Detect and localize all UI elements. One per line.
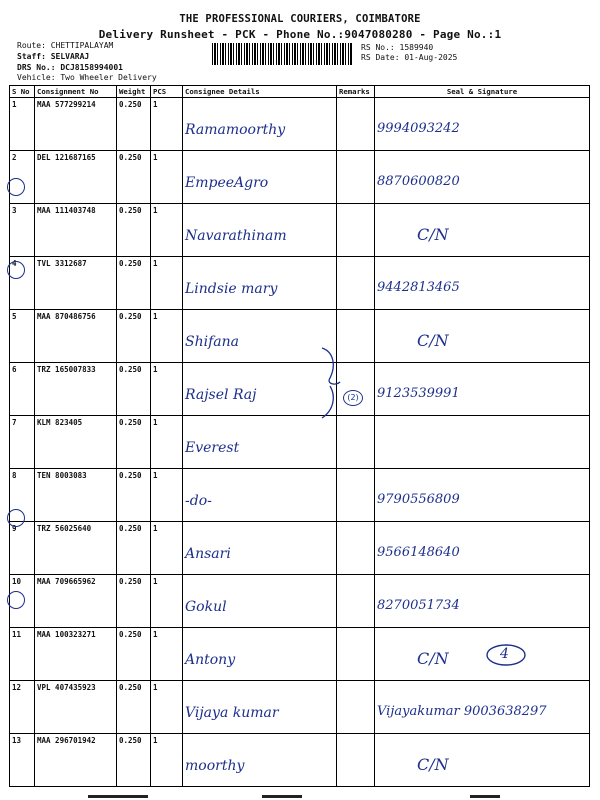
brace-mark [318,346,344,420]
sno-cell: 2 [10,151,35,204]
sno-cell: 9 [10,522,35,575]
remarks-cell [337,469,375,522]
scan-artifact [262,795,302,798]
weight-cell: 0.250 [117,681,151,734]
pcs-cell: 1 [151,98,183,151]
table-row [10,363,590,416]
signature-cell: 9994093242 [375,98,590,151]
consignee-cell: Ramamoorthy [183,98,337,151]
consignment-cell: DEL 121687165 [35,151,117,204]
pcs-cell: 1 [151,257,183,310]
sno-cell: 11 [10,628,35,681]
scan-artifact [88,795,148,798]
signature-cell: 9566148640 [375,522,590,575]
consignee-cell: Ansari [183,522,337,575]
table-row [10,522,590,575]
signature-cell: 8870600820 [375,151,590,204]
remarks-cell [337,257,375,310]
table-row [10,416,590,469]
signature-text: C/N [417,754,449,774]
consignee-cell: Rajsel Raj [183,363,337,416]
table-row [10,257,590,310]
sno-cell: 10 [10,575,35,628]
consignee-cell: Gokul [183,575,337,628]
table-row [10,469,590,522]
sno-cell: 8 [10,469,35,522]
remarks-cell [337,151,375,204]
company-title: THE PROFESSIONAL COURIERS, COIMBATORE [179,13,421,25]
scan-artifact [470,795,500,798]
table-header-row [10,86,590,98]
weight-cell: 0.250 [117,734,151,787]
rs-date: RS Date: 01-Aug-2025 [361,53,458,62]
header-seal-signature: Seal & Signature [375,86,590,98]
header-sno: S No [10,86,35,98]
signature-text: C/N [417,330,449,350]
weight-cell: 0.250 [117,204,151,257]
consignment-cell: MAA 296701942 [35,734,117,787]
consignee-cell: EmpeeAgro [183,151,337,204]
barcode-image [212,43,352,65]
sno-cell: 7 [10,416,35,469]
consignee-cell: Vijaya kumar [183,681,337,734]
header-pcs: PCS [151,86,183,98]
brace-count-mark: (2) [343,390,363,406]
sno-cell: 3 [10,204,35,257]
weight-cell: 0.250 [117,575,151,628]
signature-cell [375,204,590,257]
weight-cell: 0.250 [117,416,151,469]
remarks-cell [337,734,375,787]
consignment-cell: TRZ 56025640 [35,522,117,575]
weight-cell: 0.250 [117,151,151,204]
vehicle-label: Vehicle: Two Wheeler Delivery [17,73,157,82]
consignment-cell: MAA 111403748 [35,204,117,257]
signature-cell [375,310,590,363]
page-mark-number: 4 [500,646,509,662]
consignment-cell: MAA 709665962 [35,575,117,628]
serial-circle-mark [7,591,25,609]
pcs-cell: 1 [151,734,183,787]
staff-label: Staff: SELVARAJ [17,52,90,61]
consignment-cell: VPL 407435923 [35,681,117,734]
signature-cell: 9442813465 [375,257,590,310]
table-row [10,204,590,257]
signature-cell [375,628,590,681]
consignee-cell: Lindsie mary [183,257,337,310]
table-row [10,734,590,787]
drs-label: DRS No.: DCJ8158994001 [17,63,123,72]
pcs-cell: 1 [151,416,183,469]
table-row [10,310,590,363]
consignment-cell: MAA 100323271 [35,628,117,681]
remarks-cell [337,681,375,734]
pcs-cell: 1 [151,310,183,363]
remarks-cell [337,204,375,257]
sno-cell: 4 [10,257,35,310]
signature-cell: 9123539991 [375,363,590,416]
pcs-cell: 1 [151,204,183,257]
signature-text: C/N [417,224,449,244]
route-label: Route: CHETTIPALAYAM [17,41,114,50]
weight-cell: 0.250 [117,628,151,681]
pcs-cell: 1 [151,628,183,681]
runsheet-table [9,85,590,787]
pcs-cell: 1 [151,469,183,522]
signature-cell: 8270051734 [375,575,590,628]
consignment-cell: MAA 870486756 [35,310,117,363]
pcs-cell: 1 [151,363,183,416]
pcs-cell: 1 [151,681,183,734]
header-consignment: Consignment No [35,86,117,98]
table-row [10,575,590,628]
signature-text: C/N [417,648,449,668]
consignee-cell: moorthy [183,734,337,787]
consignment-cell: TEN 8003083 [35,469,117,522]
consignment-cell: KLM 823405 [35,416,117,469]
signature-cell: Vijayakumar 9003638297 [375,681,590,734]
weight-cell: 0.250 [117,257,151,310]
table-row [10,681,590,734]
signature-cell [375,734,590,787]
sno-cell: 1 [10,98,35,151]
consignment-cell: TVL 3312687 [35,257,117,310]
runsheet-subtitle: Delivery Runsheet - PCK - Phone No.:9047080280 - Page No.:1 [98,28,502,41]
signature-cell [375,416,590,469]
consignment-cell: TRZ 165007833 [35,363,117,416]
serial-circle-mark [7,509,25,527]
weight-cell: 0.250 [117,310,151,363]
consignee-cell: -do- [183,469,337,522]
weight-cell: 0.250 [117,363,151,416]
sno-cell: 5 [10,310,35,363]
weight-cell: 0.250 [117,522,151,575]
sno-cell: 13 [10,734,35,787]
weight-cell: 0.250 [117,98,151,151]
consignee-cell: Navarathinam [183,204,337,257]
serial-circle-mark [7,178,25,196]
header-remarks: Remarks [337,86,375,98]
remarks-cell [337,416,375,469]
sno-cell: 12 [10,681,35,734]
pcs-cell: 1 [151,522,183,575]
signature-cell: 9790556809 [375,469,590,522]
sno-cell: 6 [10,363,35,416]
consignee-cell: Everest [183,416,337,469]
serial-circle-mark [7,261,25,279]
consignee-cell: Shifana [183,310,337,363]
remarks-cell [337,522,375,575]
table-row [10,98,590,151]
pcs-cell: 1 [151,575,183,628]
header-consignee: Consignee Details [183,86,337,98]
pcs-cell: 1 [151,151,183,204]
remarks-cell [337,628,375,681]
rs-number: RS No.: 1589940 [361,43,434,52]
consignment-cell: MAA 577299214 [35,98,117,151]
weight-cell: 0.250 [117,469,151,522]
table-row [10,151,590,204]
consignee-cell: Antony [183,628,337,681]
remarks-cell [337,98,375,151]
remarks-cell [337,575,375,628]
header-weight: Weight [117,86,151,98]
